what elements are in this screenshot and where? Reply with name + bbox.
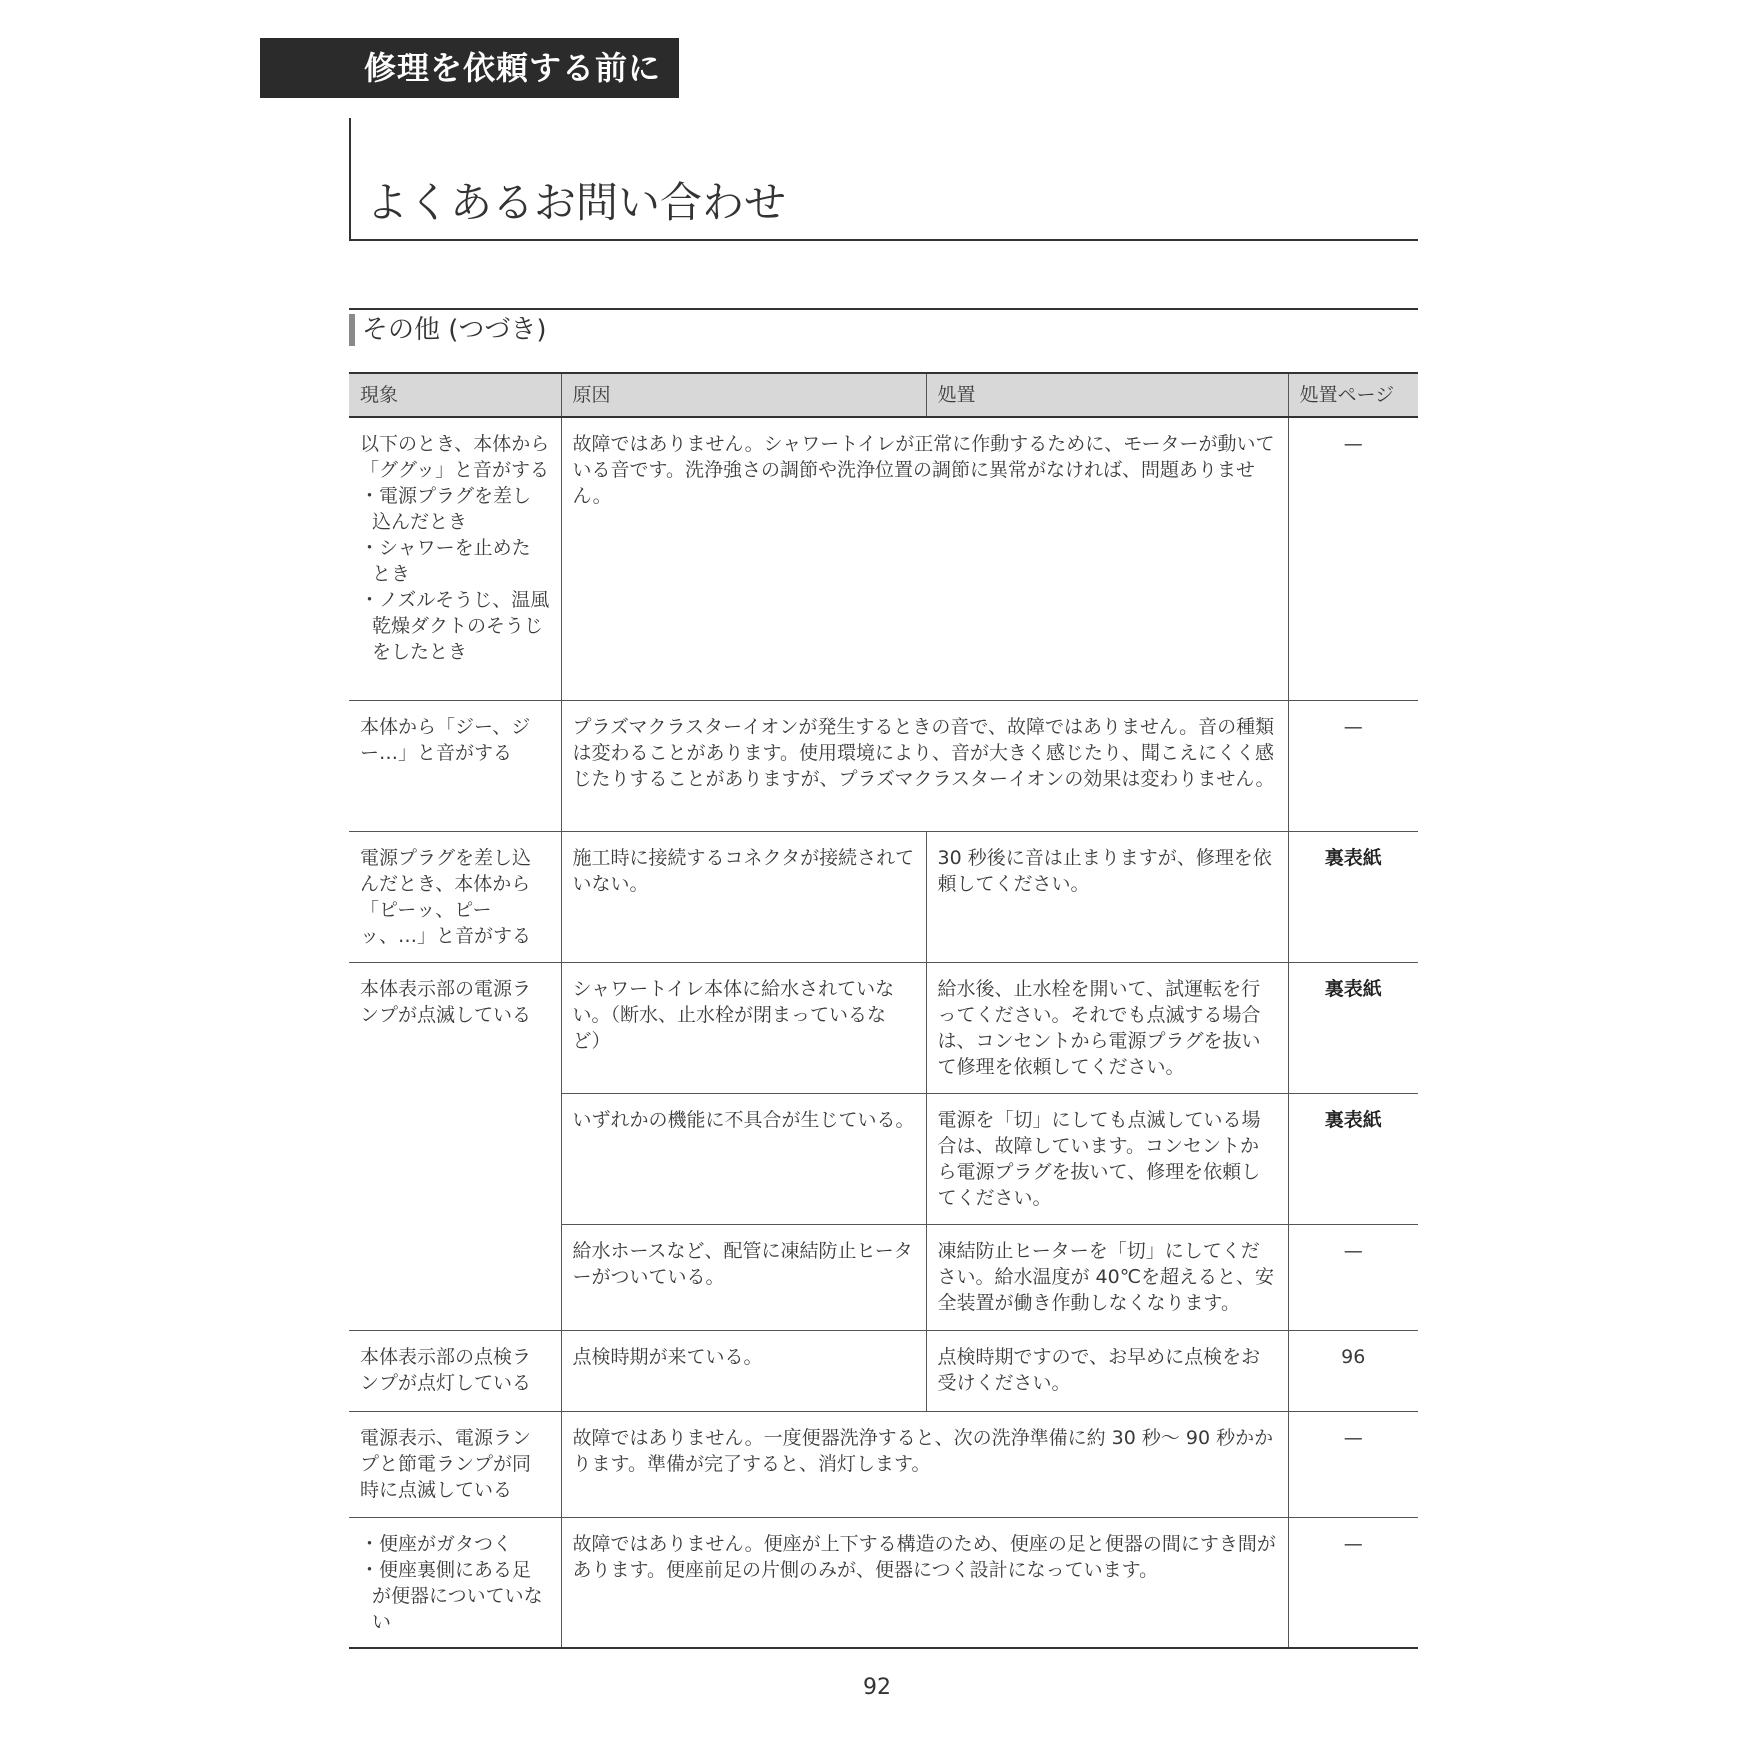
action-cell: 給水後、止水栓を開いて、試運転を行ってください。それでも点滅する場合は、コンセントから電源プラグを抜いて修理を依頼してください。 (926, 962, 1288, 1093)
page-ref-cell: 96 (1288, 1330, 1418, 1411)
phenomenon-cell (349, 700, 561, 831)
table-row (349, 962, 1418, 1093)
phenomenon-text: 本体から「ジー、ジー…」と音がする (360, 715, 531, 764)
page-ref-cell: 裏表紙 (1288, 831, 1418, 962)
cause-cell: いずれかの機能に不具合が生じている。 (561, 1093, 926, 1224)
cause-action-cell: 故障ではありません。便座が上下する構造のため、便座の足と便器の間にすき間があります。便座前足の片側のみが、便器につく設計になっています。 (561, 1517, 1288, 1648)
header-phenomenon: 現象 (349, 373, 561, 417)
table-row (349, 1330, 1418, 1411)
action-cell: 凍結防止ヒーターを「切」にしてください。給水温度が 40℃を超えると、安全装置が働き作動しなくなります。 (926, 1224, 1288, 1330)
page-ref-cell: — (1288, 700, 1418, 831)
page-ref-cell: — (1288, 1411, 1418, 1517)
action-cell: 電源を「切」にしても点滅している場合は、故障しています。コンセントから電源プラグを抜いて、修理を依頼してください。 (926, 1093, 1288, 1224)
page-number: 92 (863, 1675, 891, 1700)
phenomenon-text: 電源表示、電源ランプと節電ランプが同時に点滅している (360, 1426, 532, 1501)
table-row (349, 700, 1418, 831)
faq-table (349, 372, 1418, 1649)
cause-cell: 給水ホースなど、配管に凍結防止ヒーターがついている。 (561, 1224, 926, 1330)
cause-cell: シャワートイレ本体に給水されていない。（断水、止水栓が閉まっているなど） (561, 962, 926, 1093)
subsection-title: その他 (つづき) (362, 315, 547, 345)
table-row (349, 831, 1418, 962)
header-cause: 原因 (561, 373, 926, 417)
phenomenon-bullet: ・電源プラグを差し込んだとき (360, 485, 532, 533)
action-cell: 30 秒後に音は止まりますが、修理を依頼してください。 (926, 831, 1288, 962)
table-row (349, 1411, 1418, 1517)
phenomenon-bullet: ・シャワーを止めたとき (360, 537, 531, 585)
section-tab: 修理を依頼する前に (260, 38, 679, 98)
page-title: よくあるお問い合わせ (366, 178, 787, 227)
subsection-bar (349, 314, 355, 346)
page-ref-cell: — (1288, 1517, 1418, 1648)
page-ref-cell: — (1288, 1224, 1418, 1330)
table-header-row (349, 373, 1418, 417)
phenomenon-cell (349, 1411, 561, 1517)
cause-cell: 点検時期が来ている。 (561, 1330, 926, 1411)
phenomenon-text: 以下のとき、本体から「ググッ」と音がする (360, 433, 550, 481)
table-row (349, 1517, 1418, 1648)
phenomenon-text: 本体表示部の点検ランプが点灯している (360, 1345, 532, 1394)
phenomenon-cell (349, 1517, 561, 1648)
table-row (349, 417, 1418, 700)
phenomenon-bullet: ・便座がガタつく (360, 1532, 513, 1555)
cause-cell: 施工時に接続するコネクタが接続されていない。 (561, 831, 926, 962)
page-ref-cell: 裏表紙 (1288, 1093, 1418, 1224)
cause-action-cell: 故障ではありません。シャワートイレが正常に作動するために、モーターが動いている音です。洗浄強さの調節や洗浄位置の調節に異常がなければ、問題ありません。 (561, 417, 1288, 700)
action-cell: 点検時期ですので、お早めに点検をお受けください。 (926, 1330, 1288, 1411)
phenomenon-cell (349, 1330, 561, 1411)
phenomenon-cell (349, 962, 561, 1330)
cause-action-cell: プラズマクラスターイオンが発生するときの音で、故障ではありません。音の種類は変わることがあります。使用環境により、音が大きく感じたり、聞こえにくく感じたりすることがありますが、プラズマクラスターイオンの効果は変わりません。 (561, 700, 1288, 831)
header-action: 処置 (926, 373, 1288, 417)
title-rule-vertical (349, 118, 351, 240)
phenomenon-text: 本体表示部の電源ランプが点滅している (360, 977, 532, 1026)
phenomenon-bullet: ・便座裏側にある足が便器についていない (360, 1558, 543, 1633)
cause-action-cell: 故障ではありません。一度便器洗浄すると、次の洗浄準備に約 30 秒〜 90 秒かかります。準備が完了すると、消灯します。 (561, 1411, 1288, 1517)
phenomenon-bullet: ・ノズルそうじ、温風乾燥ダクトのそうじをしたとき (360, 589, 550, 663)
page-ref-cell: — (1288, 417, 1418, 700)
subsection-rule (349, 308, 1418, 310)
phenomenon-cell (349, 831, 561, 962)
header-page: 処置ページ (1288, 373, 1418, 417)
page-ref-cell: 裏表紙 (1288, 962, 1418, 1093)
phenomenon-cell (349, 417, 561, 700)
title-rule-horizontal (349, 239, 1418, 241)
phenomenon-text: 電源プラグを差し込んだとき、本体から「ピーッ、ピーッ、…」と音がする (360, 846, 532, 947)
